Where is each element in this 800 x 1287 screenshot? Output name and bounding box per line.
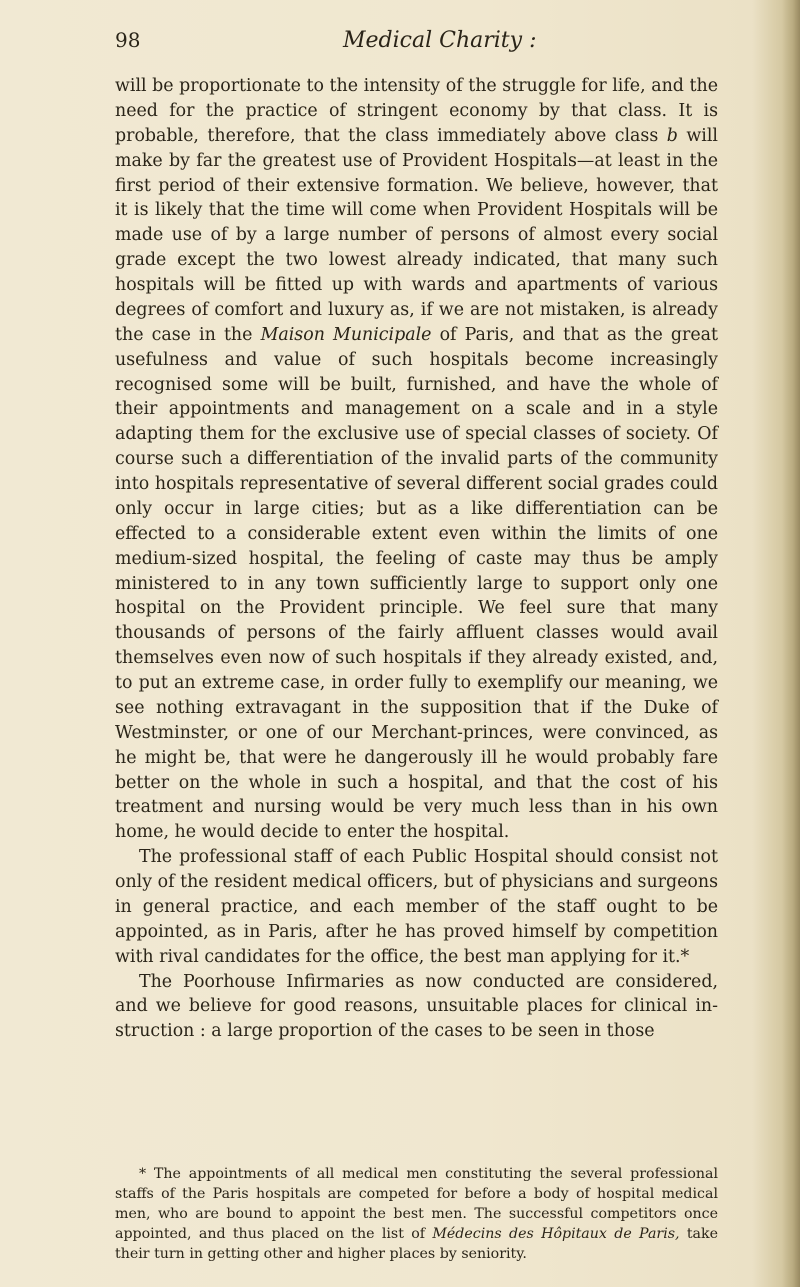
paragraph-3: The Poorhouse Infirmaries as now conducted are considered, and we believe for good reasons, unsuitable places for clinical instruction : a large proportion of the cases to be seen in those: [115, 971, 718, 1042]
paragraph-2: The professional staff of each Public Hospital should consist not only of the resident medical officers, but of physicians and surgeons in general practice, and each member of the staff ought to be appointed, as in Paris, after he has proved himself by competition with rival candidates for the office, the best man applying for it.*: [115, 847, 718, 967]
p1-text-a: will be proportionate to the intensity of the struggle for life, and the need for the practice of stringent economy by that class. It is probable, therefore, that the class immediately above class: [115, 76, 718, 146]
p1-text-e: of Paris, and that as the great usefulness and value of such hospitals become increasingly recognised some will be built, furnished, and have the whole of their appointments and management on a scale and in a style adapting them for the exclusive use of special classes of society. Of course such a differentiation of the invalid parts of the community into hospitals representative of several different social grades could only occur in large cities; but as a like differentiation can be effected to a considerable extent even within the limits of one medium-sized hospital, the feeling of caste may thus be amply ministered to in any town sufficiently large to support only one hospital on the Provident principle. We feel sure that many thousands of persons of the fairly affluent classes would avail themselves even now of such hospitals if they already existed, and, to put an extreme case, in order fully to exemplify our meaning, we see nothing extravagant in the supposition that if the Duke of Westminster, or one of our Merchant-princes, were convinced, as he might be, that were he dangerously ill he would probably fare better on the whole in such a hospital, and that the cost of his treatment and nursing would be very much less than in his own home, he would decide to enter the hospital.: [115, 324, 718, 843]
footnote: [115, 1164, 718, 1264]
p1-class-b: b: [666, 125, 678, 146]
page-number: 98: [115, 28, 141, 52]
running-title: Medical Charity :: [343, 28, 537, 53]
page-edge-shadow: [782, 0, 800, 1287]
footnote-medecins: Médecins des Hôpitaux de Paris,: [432, 1226, 680, 1242]
p1-text-c: will make by far the greatest use of Provident Hospitals—at least in the first period of their extensive formation. We believe, however, that it is likely that the time will come when Provident Hospitals will be made use of by a large number of persons of almost every social grade except the two lowest already indicated, that many such hospitals will be fitted up with wards and apartments of various degrees of comfort and luxury as, if we are not mistaken, is already the case in the: [115, 125, 718, 345]
p1-maison-municipale: Maison Municipale: [260, 324, 432, 345]
page-header: [115, 28, 715, 58]
body-text: [115, 74, 718, 1044]
footnote-text-a: * The appointments of all medical men constituting the several professional staffs of the Paris hospitals are competed for before a body of hospital medical men, who are bound to appoint the best men. The successful competitors once appointed, and thus placed on the list of: [115, 1166, 718, 1242]
footnote-text-c: take their turn in getting other and higher places by seniority.: [115, 1226, 719, 1262]
paragraph-1: [115, 74, 718, 845]
